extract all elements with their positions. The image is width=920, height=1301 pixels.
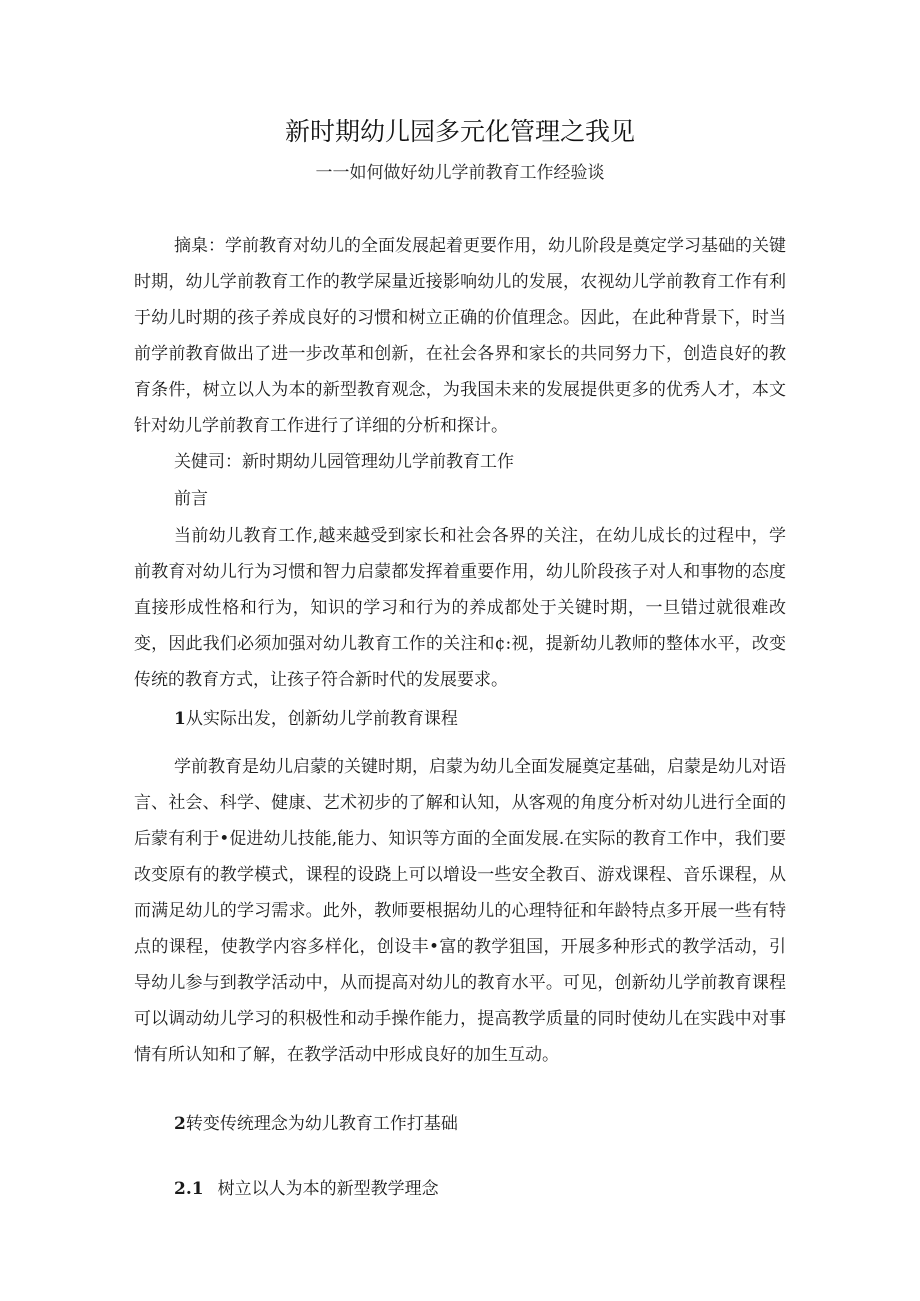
section-2-1-heading: [174, 1177, 439, 1201]
preface-paragraph: 当前幼儿教育工作,越来越受到家长和社会各界的关注，在幼儿成长的过程中，学前教育对幼儿行为习惯和智力启蒙都发挥着重要作用，幼儿阶段孩子对人和事物的态度直接形成性格和行为，知识的学习和行为的养成都处于关键时期，一旦错过就很难改变，因此我们必须加强对幼儿教育工作的关注和¢:视，提新幼儿教师的整体水平，改变传统的教育方式，让孩子符合新时代的发展要求。: [134, 526, 786, 690]
document-subtitle: 一一如何做好幼儿学前教育工作经验谈: [315, 163, 605, 183]
section-1-title: 从实际出发，创新幼儿学前教育课程: [185, 709, 458, 729]
section-2-1-title: 树立以人为本的新型教学理念: [217, 1179, 439, 1199]
section-1-paragraph: 学前教育是幼儿启蒙的关键时期，启蒙为幼儿全面发屣奠定基础，启蒙是幼儿对语言、社会、科学、健康、艺术初步的了解和认知，从客观的角度分析对幼儿进行全面的后蒙有利于•促进幼儿技能,能力、知识等方面的全面发展.在实际的教育工作中，我们要改变原有的教学模式，课程的设跷上可以增设一些安全教百、游戏课程、音乐课程，从而满足幼儿的学习需求。此外，教师要根据幼儿的心理特征和年龄特点多开展一些有特点的课程，使教学内容多样化，创设丰•富的教学狙国，开展多种形式的教学活动，引导幼儿参与到教学活动中，从而提高对幼儿的教育水平。可见，创新幼儿学前教育课程可以调动幼儿学习的积极性和动手操作能力，提高教学质量的同时使幼儿在实践中对事情有所认知和了解，在教学活动中形成良好的加生互动。: [134, 757, 786, 1065]
section-2-heading: [174, 1112, 458, 1136]
section-2-title: 转变传统理念为幼儿教育工作打基础: [185, 1114, 458, 1134]
section-1-heading: [174, 707, 458, 731]
keywords-line: 关健司：新时期幼儿园管理幼儿学前教育工作: [174, 452, 514, 472]
abstract-paragraph: 摘臬：学前教育对幼儿的全面发展起着更要作用，幼儿阶段是奠定学习基础的关键时期，幼儿学前教育工作的教学屎量近接影响幼儿的发展，农视幼儿学前教育工作有利于幼儿时期的孩子养成良好的习惯和树立正确的价值理念。因此，在此种背景下，时当前学前教育做出了进一步改革和创新，在社会各界和家长的共同努力下，创造良好的教育条件，树立以人为本的新型教育观念，为我国未来的发展提供更多的优秀人才，本文针对幼儿学前教育工作进行了详细的分析和探计。: [134, 236, 786, 436]
section-2-number: 2: [174, 1114, 186, 1134]
section-1-number: 1: [174, 709, 186, 729]
section-2-1-number: 2.1: [174, 1179, 204, 1199]
preface-heading: 前言: [174, 489, 208, 509]
document-title: 新时期幼儿园多元化管理之我见: [284, 117, 635, 146]
